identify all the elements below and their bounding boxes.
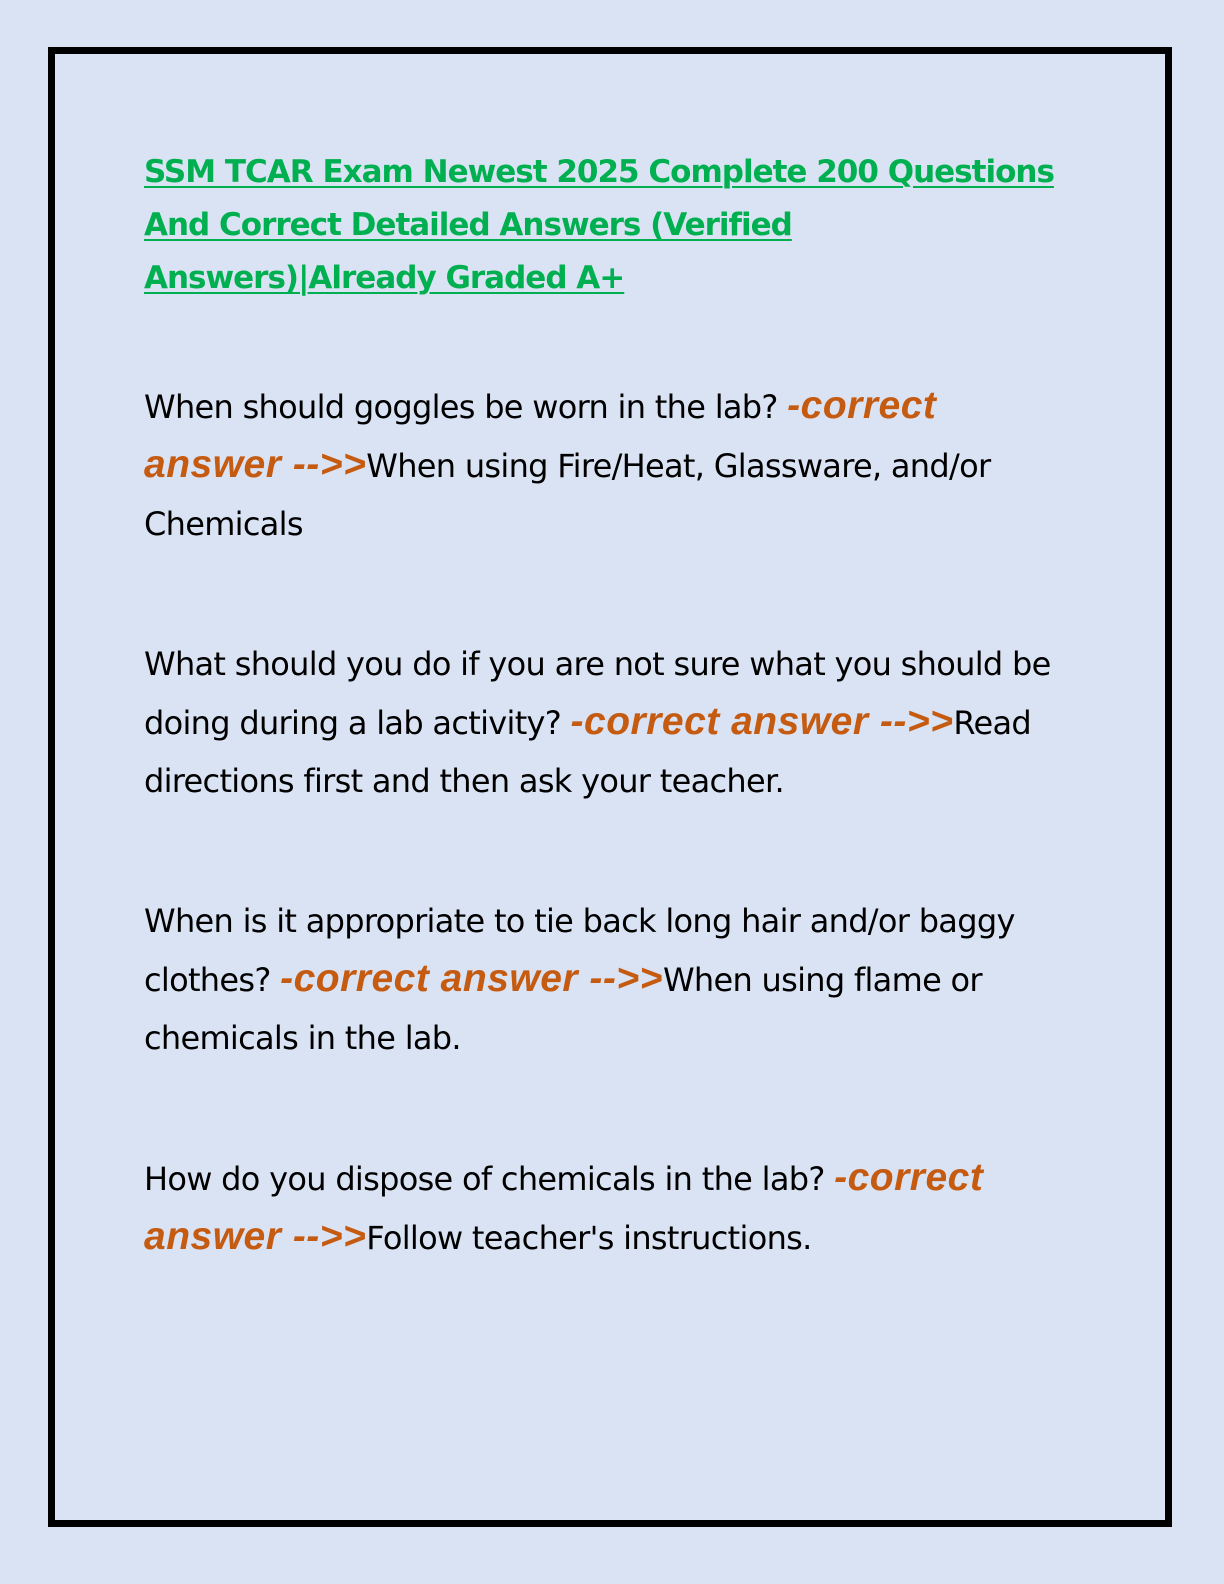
- answer-marker: -correct answer -->>: [144, 1156, 984, 1258]
- answer-text: Read directions first and then ask your teacher.: [144, 704, 1031, 800]
- qa-item-3: [144, 892, 1074, 1067]
- question-text: How do you dispose of chemicals in the lab?: [144, 1160, 825, 1198]
- qa-item-4: [144, 1149, 1074, 1267]
- qa-item-2: [144, 635, 1074, 810]
- qa-list: [144, 377, 1074, 1267]
- answer-marker: -correct answer -->>: [280, 957, 663, 1000]
- answer-text: Follow teacher's instructions.: [366, 1219, 812, 1257]
- question-text: What should you do if you are not sure what you should be doing during a lab activity?: [144, 645, 1051, 742]
- document-content: [144, 146, 1074, 1349]
- qa-item-1: [144, 377, 1074, 553]
- question-text: When is it appropriate to tie back long hair and/or baggy clothes?: [144, 902, 1015, 999]
- answer-text: When using flame or chemicals in the lab.: [144, 961, 982, 1057]
- document-title[interactable]: SSM TCAR Exam Newest 2025 Complete 200 Questions And Correct Detailed Answers (Verified Answers)|Already Graded A+: [144, 154, 1054, 296]
- answer-marker: -correct answer -->>: [144, 384, 937, 486]
- question-text: When should goggles be worn in the lab?: [144, 388, 778, 426]
- answer-text: When using Fire/Heat, Glassware, and/or Chemicals: [144, 447, 991, 543]
- answer-marker: -correct answer -->>: [570, 700, 954, 743]
